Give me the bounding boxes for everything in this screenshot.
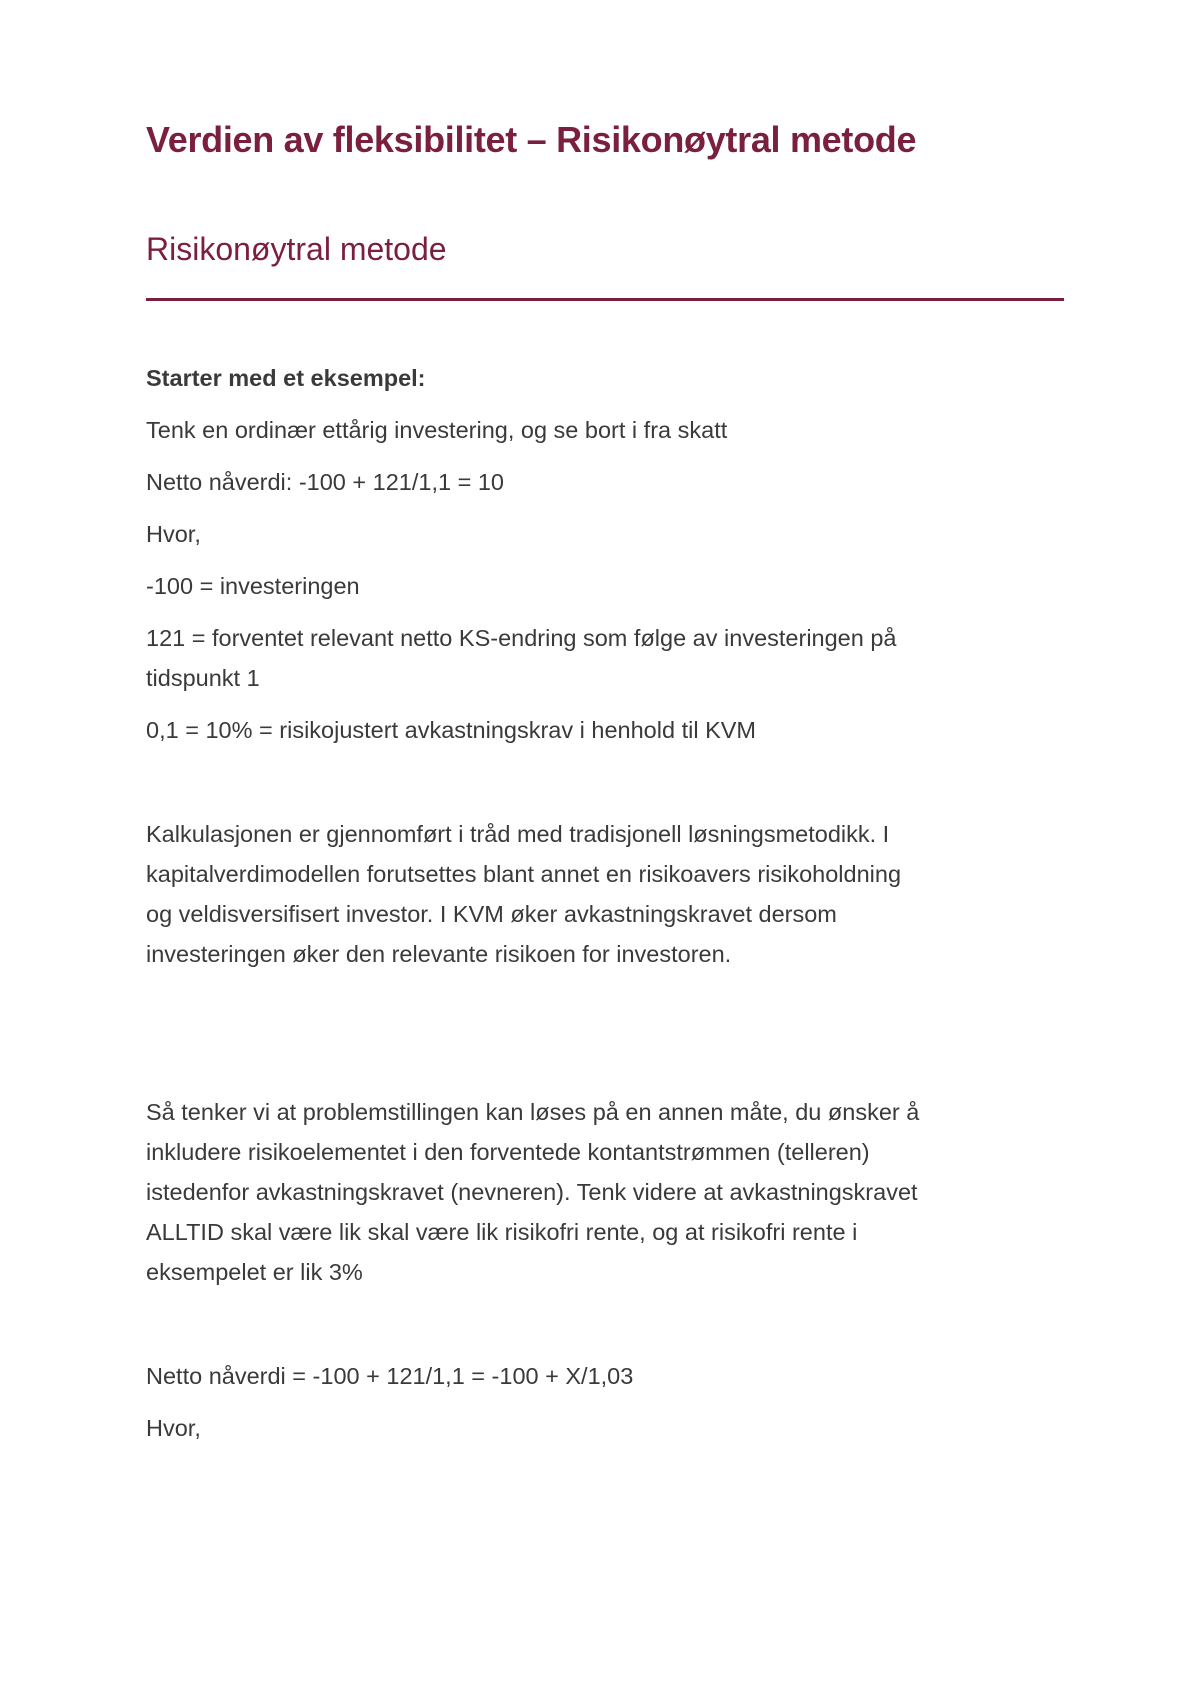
paragraph-kvm-line3: og veldisversifisert investor. I KVM øker avkastningskravet dersom [146,901,837,927]
definition-cashflow-line1: 121 = forventet relevant netto KS-endring som følge av investeringen på [146,625,897,651]
document-title: Verdien av fleksibilitet – Risikonøytral metode [146,119,917,160]
npv-formula: Netto nåverdi: -100 + 121/1,1 = 10 [146,469,504,495]
heading-underline [146,298,1064,301]
where-label-2: Hvor, [146,1415,201,1441]
paragraph-kvm-line2: kapitalverdimodellen forutsettes blant annet en risikoavers risikoholdning [146,861,902,887]
definition-cashflow-line2: tidspunkt 1 [146,665,260,691]
section-heading: Risikonøytral metode [146,231,447,267]
definition-investment: -100 = investeringen [146,573,360,599]
example-intro: Starter med et eksempel: [146,365,426,391]
paragraph-riskneutral-line1: Så tenker vi at problemstillingen kan løses på en annen måte, du ønsker å [146,1099,920,1125]
example-statement: Tenk en ordinær ettårig investering, og se bort i fra skatt [146,417,728,443]
paragraph-riskneutral-line2: inkludere risikoelementet i den forventede kontantstrømmen (telleren) [146,1139,870,1165]
definition-required-return: 0,1 = 10% = risikojustert avkastningskrav i henhold til KVM [146,717,756,743]
paragraph-kvm-line1: Kalkulasjonen er gjennomført i tråd med tradisjonell løsningsmetodikk. I [146,821,890,847]
where-label: Hvor, [146,521,201,547]
paragraph-riskneutral-line3: istedenfor avkastningskravet (nevneren). Tenk videre at avkastningskravet [146,1179,918,1205]
paragraph-riskneutral-line4: ALLTID skal være lik skal være lik risikofri rente, og at risikofri rente i [146,1219,858,1245]
paragraph-riskneutral-line5: eksempelet er lik 3% [146,1259,363,1285]
paragraph-kvm-line4: investeringen øker den relevante risikoen for investoren. [146,941,732,967]
npv-riskneutral-formula: Netto nåverdi = -100 + 121/1,1 = -100 + X/1,03 [146,1363,634,1389]
